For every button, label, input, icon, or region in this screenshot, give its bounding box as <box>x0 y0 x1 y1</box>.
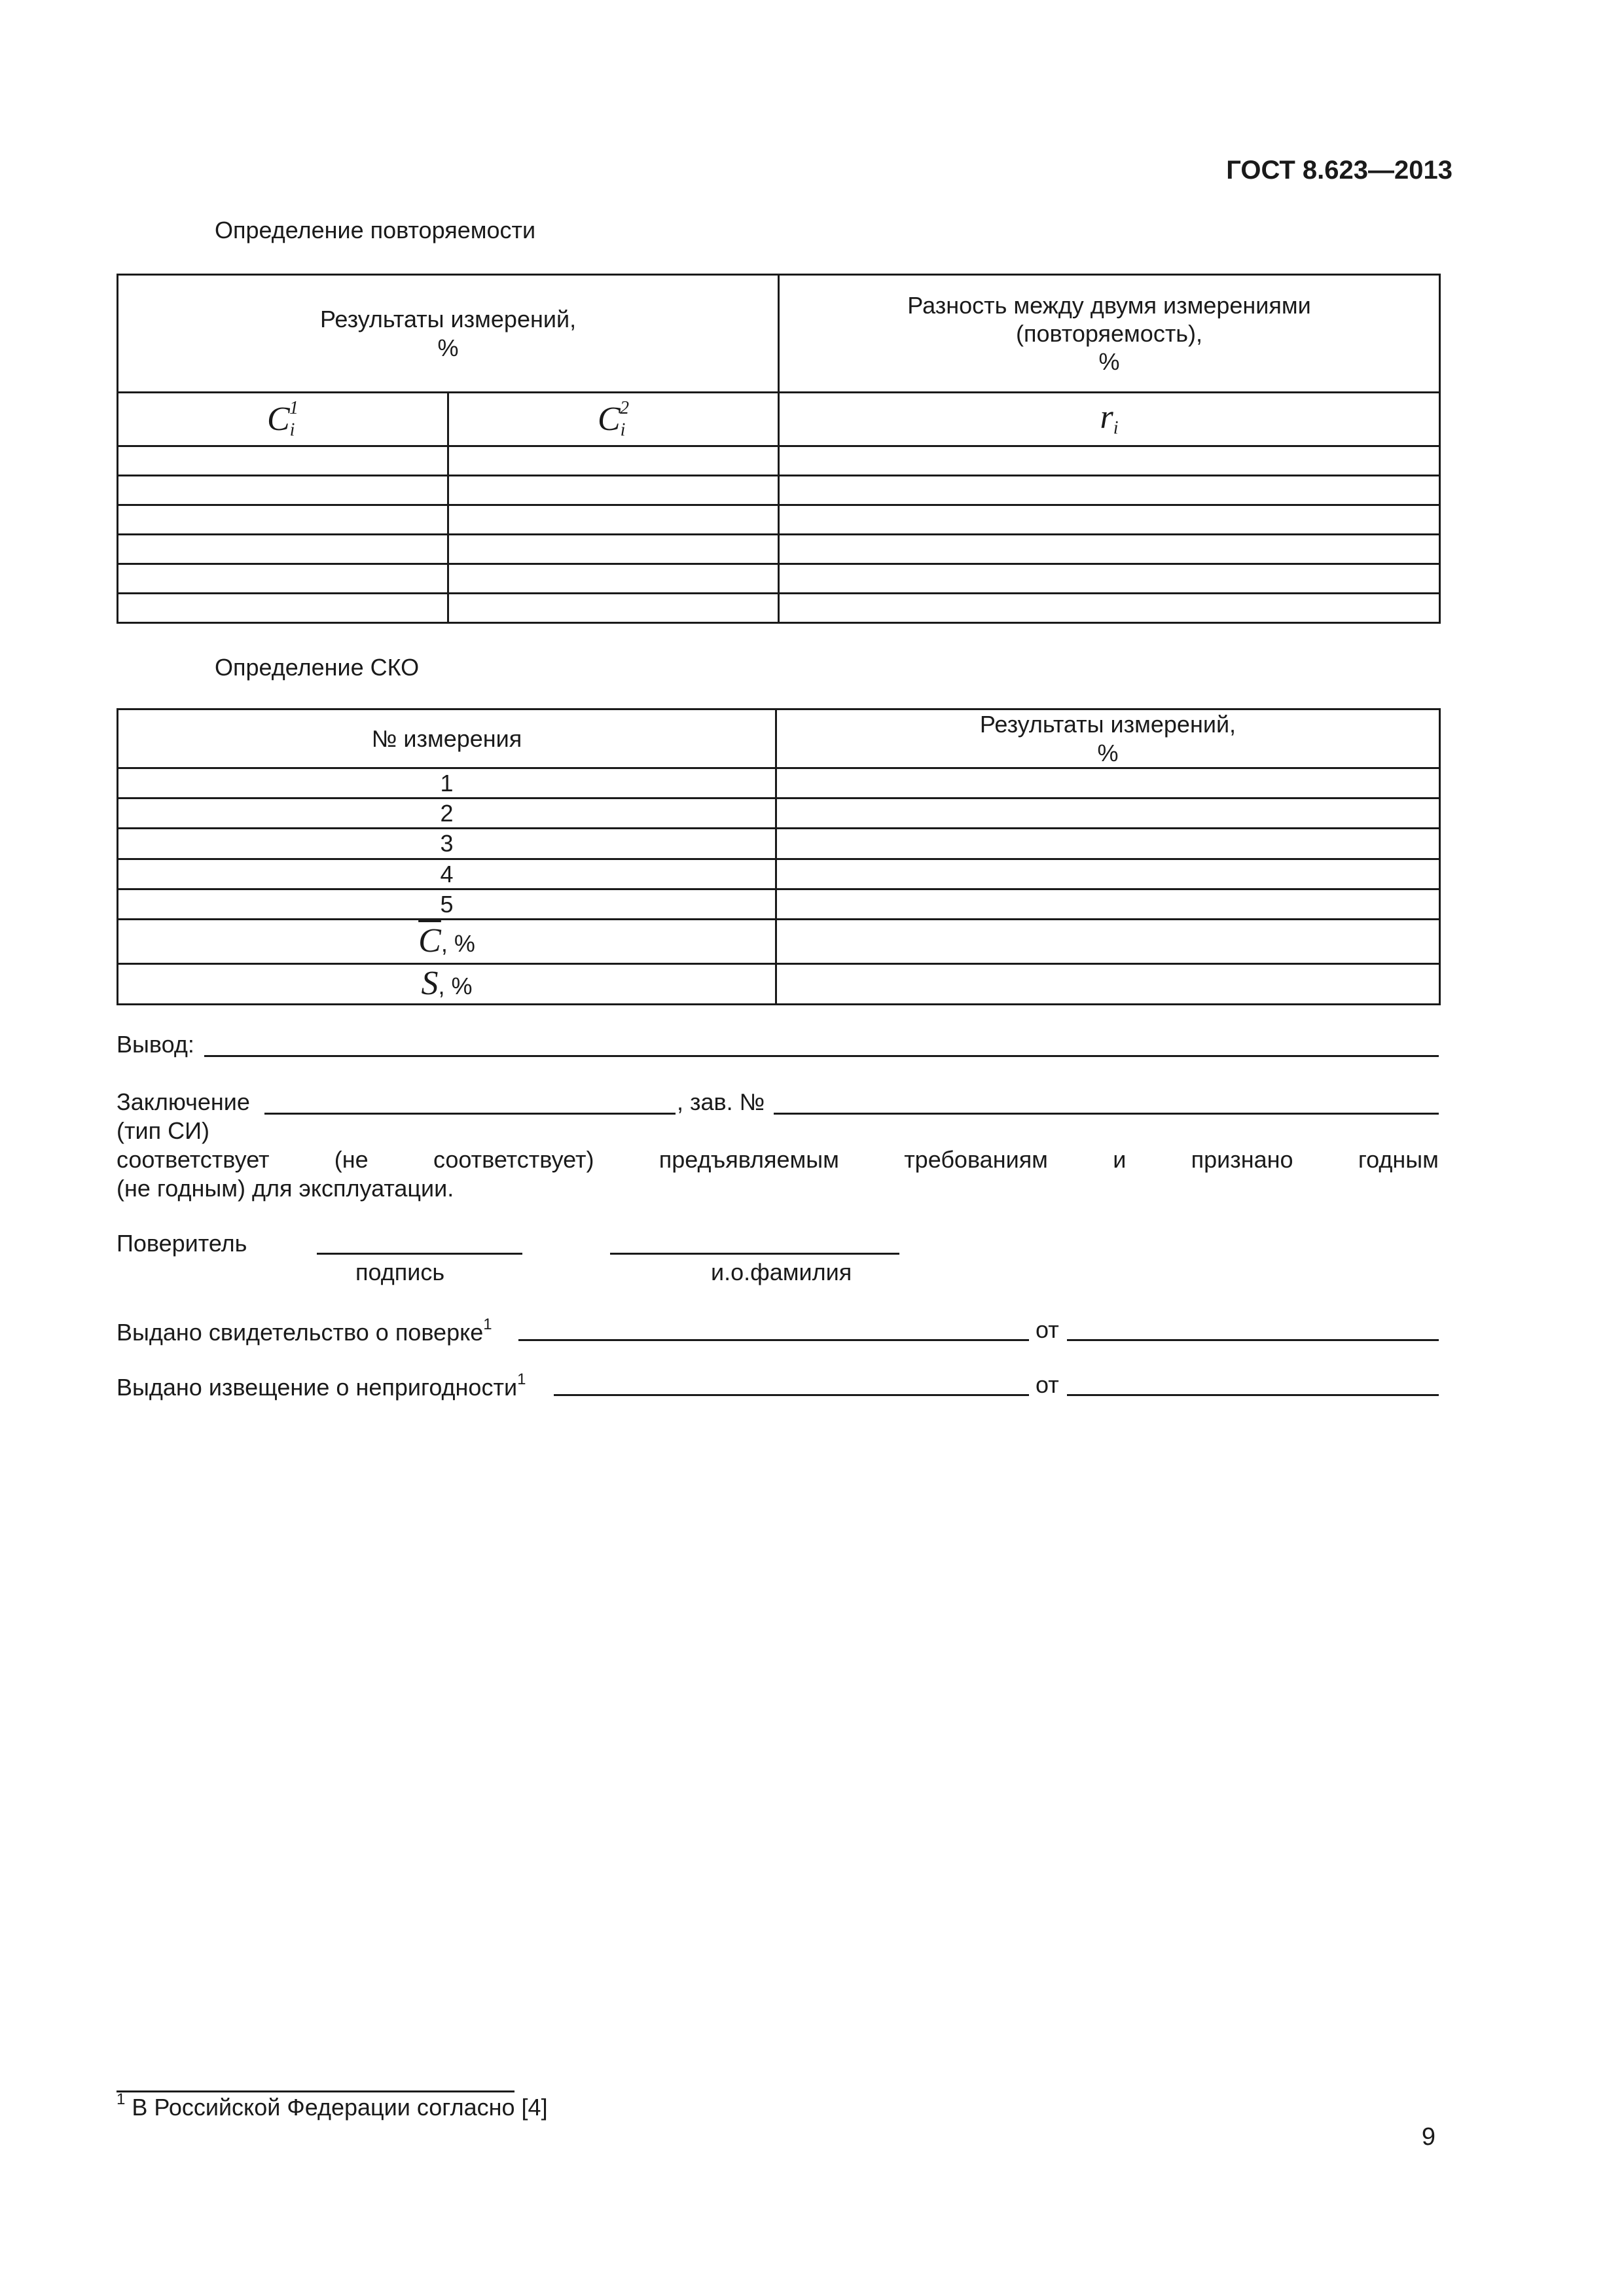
mean-symbol: $\overline{C}$ <box>418 922 441 960</box>
compliance-word: предъявляемым <box>659 1146 839 1173</box>
repeatability-results-header: Результаты измерений, % <box>118 275 779 393</box>
measurement-number: 1 <box>118 768 776 798</box>
repeatability-table <box>117 274 1441 624</box>
c1-value-cell[interactable] <box>118 564 448 594</box>
c2-value-cell[interactable] <box>448 535 779 564</box>
table-row <box>118 829 1440 859</box>
compliance-word: соответствует) <box>433 1146 594 1173</box>
measurement-result-cell[interactable] <box>776 798 1440 829</box>
mean-label-cell <box>118 919 776 963</box>
signature-field[interactable] <box>317 1253 522 1255</box>
measurement-number: 2 <box>118 798 776 829</box>
r-value-cell[interactable] <box>779 564 1440 594</box>
c1-value-cell[interactable] <box>118 535 448 564</box>
document-number: ГОСТ 8.623—2013 <box>1226 156 1453 185</box>
compliance-word: годным <box>1358 1146 1439 1173</box>
s-value-cell[interactable] <box>776 963 1440 1004</box>
conclusion-field[interactable] <box>204 1055 1439 1057</box>
certificate-label: Выдано свидетельство о поверке$^1$ <box>117 1316 492 1346</box>
notice-date-field[interactable] <box>1067 1394 1439 1396</box>
table-row <box>118 505 1440 535</box>
c2-value-cell[interactable] <box>448 476 779 505</box>
measurement-number-header: № измерения <box>118 709 776 768</box>
measurement-number: 3 <box>118 829 776 859</box>
c2-value-cell[interactable] <box>448 564 779 594</box>
si-type-caption: (тип СИ) <box>117 1117 209 1144</box>
s-label-cell <box>118 963 776 1004</box>
c2-value-cell[interactable] <box>448 505 779 535</box>
compliance-word: требованиям <box>904 1146 1048 1173</box>
measurement-result-cell[interactable] <box>776 859 1440 889</box>
notice-from-label: от <box>1036 1371 1059 1398</box>
s-symbol: S <box>421 965 439 1003</box>
c1-value-cell[interactable] <box>118 476 448 505</box>
certificate-from-label: от <box>1036 1316 1059 1343</box>
certificate-date-field[interactable] <box>1067 1339 1439 1341</box>
notice-label: Выдано извещение о непригодности$^1$ <box>117 1371 526 1401</box>
page-number: 9 <box>1421 2123 1435 2151</box>
certificate-number-field[interactable] <box>518 1339 1029 1341</box>
measurement-number: 4 <box>118 859 776 889</box>
table-row <box>118 535 1440 564</box>
footnote-mark: 1 <box>117 2090 126 2108</box>
serial-number-label: , зав. № <box>677 1088 765 1115</box>
table-row <box>118 564 1440 594</box>
table-row <box>118 963 1440 1004</box>
c2-symbol-cell: $C_i^2$ <box>448 393 779 446</box>
compliance-line <box>117 1145 1439 1174</box>
conclusion-label: Вывод: <box>117 1031 194 1058</box>
compliance-word: признано <box>1191 1146 1293 1173</box>
r-value-cell[interactable] <box>779 505 1440 535</box>
compliance-line2: (не годным) для эксплуатации. <box>117 1175 454 1202</box>
repeatability-title: Определение повторяемости <box>215 217 536 243</box>
r-value-cell[interactable] <box>779 594 1440 623</box>
table-row <box>118 889 1440 919</box>
s-unit: , % <box>438 973 473 1000</box>
mean-value-cell[interactable] <box>776 919 1440 963</box>
footnote-reference: 1 <box>483 1316 492 1333</box>
sko-table <box>117 708 1441 1005</box>
verifier-label: Поверитель <box>117 1230 247 1257</box>
sko-title: Определение СКО <box>215 654 420 681</box>
compliance-word: соответствует <box>117 1146 270 1173</box>
compliance-word: и <box>1113 1146 1127 1173</box>
footnote-reference: 1 <box>517 1371 526 1388</box>
table-row <box>118 594 1440 623</box>
c1-value-cell[interactable] <box>118 446 448 476</box>
notice-number-field[interactable] <box>554 1394 1029 1396</box>
si-type-field[interactable] <box>264 1113 676 1115</box>
measurement-number: 5 <box>118 889 776 919</box>
table-row <box>118 476 1440 505</box>
c1-value-cell[interactable] <box>118 594 448 623</box>
measurement-result-cell[interactable] <box>776 829 1440 859</box>
table-row <box>118 768 1440 798</box>
r-value-cell[interactable] <box>779 476 1440 505</box>
table-row <box>118 919 1440 963</box>
footnote <box>117 2090 548 2121</box>
signature-caption: подпись <box>355 1259 445 1285</box>
measurement-results-header: Результаты измерений, % <box>776 709 1440 768</box>
r-value-cell[interactable] <box>779 535 1440 564</box>
measurement-result-cell[interactable] <box>776 768 1440 798</box>
repeatability-difference-header: Разность между двумя измерениями (повторяемость), % <box>779 275 1440 393</box>
table-row <box>118 859 1440 889</box>
r-value-cell[interactable] <box>779 446 1440 476</box>
compliance-word: (не <box>334 1146 369 1173</box>
r-symbol-cell: $r_i$ <box>779 393 1440 446</box>
c1-value-cell[interactable] <box>118 505 448 535</box>
footnote-text: В Российской Федерации согласно [4] <box>132 2093 548 2121</box>
zakl-label: Заключение <box>117 1088 250 1115</box>
c2-value-cell[interactable] <box>448 446 779 476</box>
name-field[interactable] <box>610 1253 899 1255</box>
table-row <box>118 798 1440 829</box>
mean-unit: , % <box>441 930 475 958</box>
name-caption: и.о.фамилия <box>711 1259 852 1285</box>
table-row <box>118 446 1440 476</box>
measurement-result-cell[interactable] <box>776 889 1440 919</box>
c2-value-cell[interactable] <box>448 594 779 623</box>
c1-symbol-cell: $C_i^1$ <box>118 393 448 446</box>
serial-number-field[interactable] <box>774 1113 1439 1115</box>
